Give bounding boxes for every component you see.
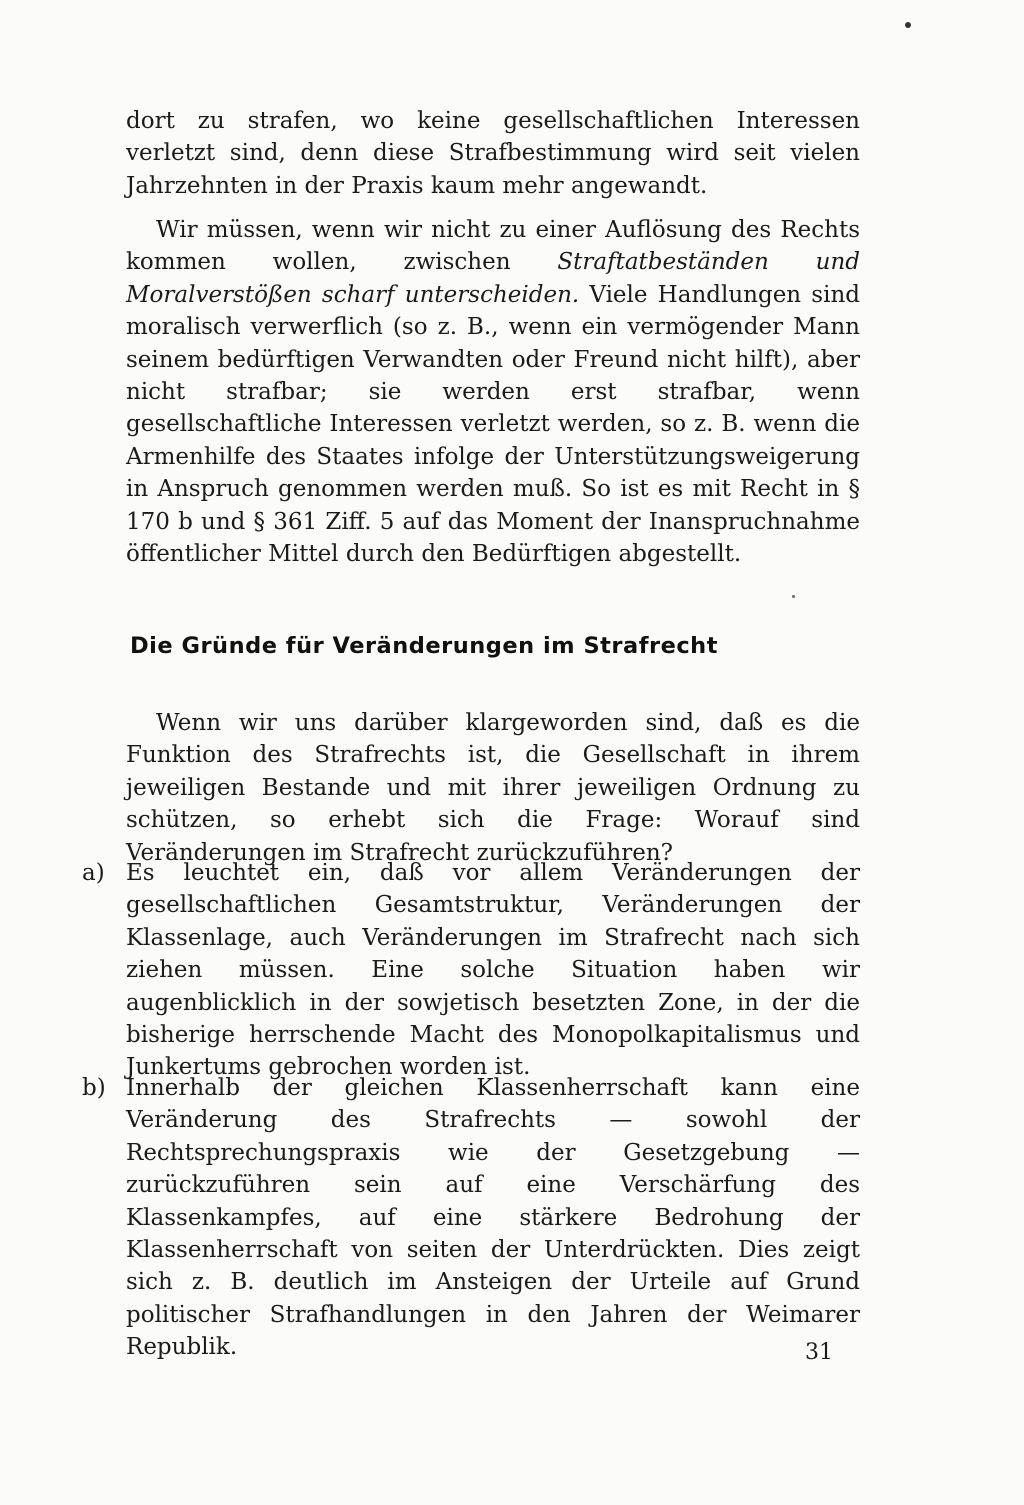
paragraph-intro-question [126, 707, 860, 869]
paragraph-text: dort zu strafen, wo keine gesellschaftlichen Interessen verletzt sind, denn diese Strafbestimmung wird seit vielen Jahrzehnten in der Praxis kaum mehr angewandt. [126, 108, 860, 199]
paragraph-text [126, 214, 860, 570]
emphasized-phrase: Straftatbeständen und Moralverstößen scharf unterscheiden. [126, 249, 860, 308]
paragraph-text-part: Viele Handlungen sind moralisch verwerflich (so z. B., wenn ein vermögender Mann seinem bedürftigen Verwandten oder Freund nicht hilft), aber nicht strafbar; sie werden erst strafbar, wenn gesellschaftliche Interessen verletzt werden, so z. B. wenn die Armenhilfe des Staates infolge der Unterstützungsweigerung in Anspruch genommen werden muß. So ist es mit Recht in § 170 b und § 361 Ziff. 5 auf das Moment der Inanspruchnahme öffentlicher Mittel durch den Bedürftigen abgestellt. [126, 281, 860, 568]
print-speck [905, 22, 911, 28]
list-marker: b) [82, 1075, 106, 1101]
paragraph-text-part: Wir müssen, wenn wir nicht zu einer Auflösung des Rechts kommen wollen, zwischen [126, 217, 860, 276]
print-speck [792, 595, 795, 598]
section-heading: Die Gründe für Veränderungen im Strafrecht [130, 633, 718, 659]
paragraph-continuation [126, 105, 860, 202]
list-item-text: Es leuchtet ein, daß vor allem Veränderungen der gesellschaftlichen Gesamtstruktur, Veränderungen der Klassenlage, auch Veränderungen im Strafrecht nach sich ziehen müssen. Eine solche Situation haben wir augenblicklich in der sowjetisch besetzten Zone, in der die bisherige herrschende Macht des Monopolkapitalismus und Junkertums gebrochen worden ist. [126, 860, 860, 1081]
paragraph-text: Wenn wir uns darüber klargeworden sind, daß es die Funktion des Strafrechts ist, die Gesellschaft in ihrem jeweiligen Bestande und mit ihrer jeweiligen Ordnung zu schützen, so erhebt sich die Frage: Worauf sind Veränderungen im Strafrecht zurückzuführen? [126, 710, 860, 866]
list-item-text: Innerhalb der gleichen Klassenherrschaft kann eine Veränderung des Strafrechts — sowohl der Rechtsprechungspraxis wie der Gesetzgebung — zurückzuführen sein auf eine Verschärfung des Klassenkampfes, auf eine stärkere Bedrohung der Klassenherrschaft von seiten der Unterdrückten. Dies zeigt sich z. B. deutlich im Ansteigen der Urteile auf Grund politischer Strafhandlungen in den Jahren der Weimarer Republik. [126, 1075, 860, 1361]
page-number: 31 [805, 1340, 833, 1365]
paragraph-law-vs-morals [126, 214, 860, 570]
list-marker: a) [82, 860, 105, 886]
